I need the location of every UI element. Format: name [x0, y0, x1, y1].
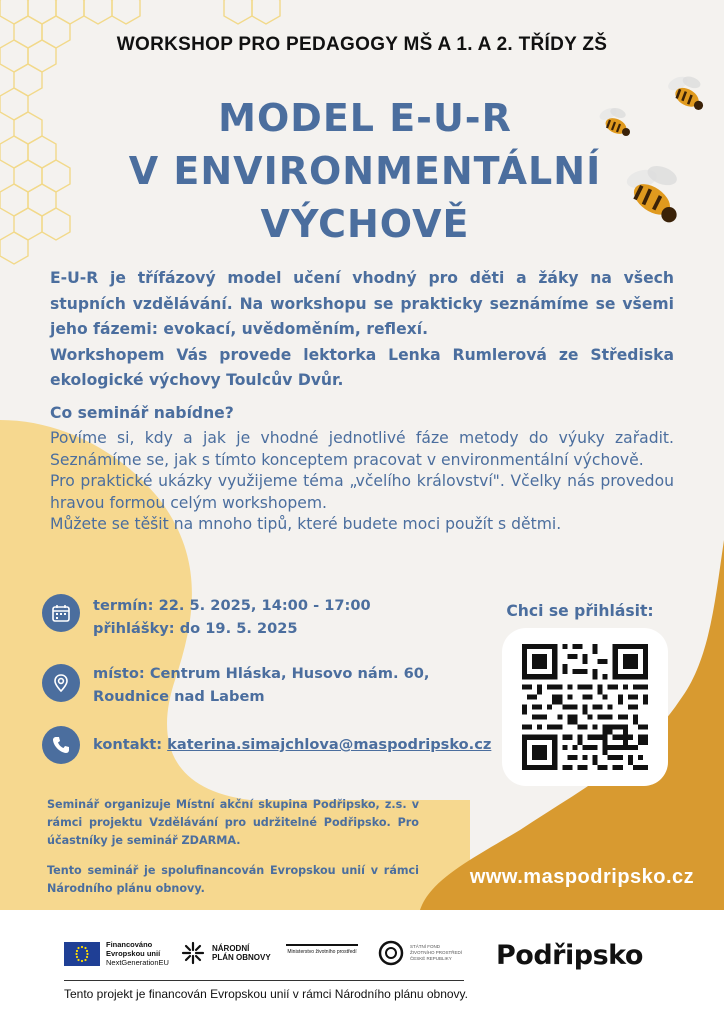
- sfzp-logo: [378, 940, 462, 966]
- intro-paragraph: Workshopem Vás provede lektorka Lenka Rumlerová ze Střediska ekologické výchovy Toulcův Dvůr.: [50, 345, 674, 389]
- intro-paragraph: E-U-R je třífázový model učení vhodný pro děti a žáky na všech stupních vzdělávání. Na workshopu se prakticky seznámíme se všemi jeho fázemi: evokací, uvědoměním, reflexí.: [50, 269, 674, 338]
- npo-logo-text: NÁRODNÍ PLÁN OBNOVY: [212, 944, 271, 962]
- workshop-subtitle: WORKSHOP PRO PEDAGOGY MŠ A 1. A 2. TŘÍDY ZŠ: [116, 34, 608, 55]
- footer-divider: [64, 980, 464, 981]
- contact-email-link[interactable]: katerina.simajchlova@maspodripsko.cz: [167, 736, 492, 753]
- offer-paragraph: Můžete se těšit na mnoho tipů, které budete moci použít s dětmi.: [50, 515, 562, 534]
- registration-label: přihlášky: do 19. 5. 2025: [93, 620, 298, 637]
- sfzp-circle-icon: [378, 940, 404, 966]
- place-info: [93, 662, 429, 708]
- funding-note: Tento projekt je financován Evropskou unií v rámci Národního plánu obnovy.: [63, 987, 468, 1001]
- contact-label: kontakt:: [93, 736, 168, 753]
- title-line: MODEL E-U-R: [218, 96, 512, 140]
- title-line: VÝCHOVĚ: [260, 202, 470, 246]
- signup-heading: Chci se přihlásit:: [506, 602, 654, 620]
- offer-paragraph: Povíme si, kdy a jak je vhodné jednotlivé fáze metody do výuky zařadit. Seznámíme se, jak s tímto konceptem pracovat v environmentální výchově.: [50, 429, 674, 469]
- eu-logo-text: Financováno Evropskou unií NextGenerationEU: [106, 940, 169, 967]
- sfzp-logo-text: STÁTNÍ FOND ŽIVOTNÍHO PROSTŘEDÍ ČESKÉ REPUBLIKY: [410, 944, 463, 961]
- place-line: Roudnice nad Labem: [93, 688, 265, 705]
- organizer-text: [47, 796, 419, 910]
- npo-star-icon: [180, 940, 206, 966]
- eu-flag-icon: [64, 942, 100, 966]
- offer-paragraph: Pro praktické ukázky využijeme téma „včelího království". Včelky nás provedou hravou formou celým workshopem.: [50, 472, 674, 512]
- qr-code-graphic: [522, 644, 648, 770]
- offer-text: [50, 428, 674, 536]
- npo-logo: [180, 940, 271, 966]
- website-link[interactable]: www.maspodripsko.cz: [469, 866, 695, 888]
- organizer-paragraph: Seminář organizuje Místní akční skupina Podřipsko, z.s. v rámci projektu Vzdělávání pro udržitelné Podřipsko. Pro účastníky je seminář ZDARMA.: [47, 798, 419, 847]
- bee-icon: [664, 72, 710, 118]
- phone-icon: [42, 726, 80, 764]
- organizer-paragraph: Tento seminář je spolufinancován Evropskou unií v rámci Národního plánu obnovy.: [47, 864, 419, 895]
- intro-text: [50, 266, 674, 394]
- place-line: místo: Centrum Hláska, Husovo nám. 60,: [93, 665, 430, 682]
- eu-logo: [64, 940, 169, 967]
- offer-heading: Co seminář nabídne?: [50, 404, 234, 422]
- podripsko-logo: Podřipsko: [496, 940, 643, 971]
- date-info: [93, 594, 371, 640]
- page-title: [60, 92, 670, 251]
- qr-code[interactable]: [502, 628, 668, 786]
- mzp-logo: Ministerstvo životního prostředí: [286, 944, 358, 955]
- location-pin-icon: [42, 664, 80, 702]
- term-label: termín: 22. 5. 2025, 14:00 - 17:00: [93, 597, 371, 614]
- calendar-icon: [42, 594, 80, 632]
- contact-info: [93, 733, 491, 756]
- title-line: V ENVIRONMENTÁLNÍ: [128, 149, 602, 193]
